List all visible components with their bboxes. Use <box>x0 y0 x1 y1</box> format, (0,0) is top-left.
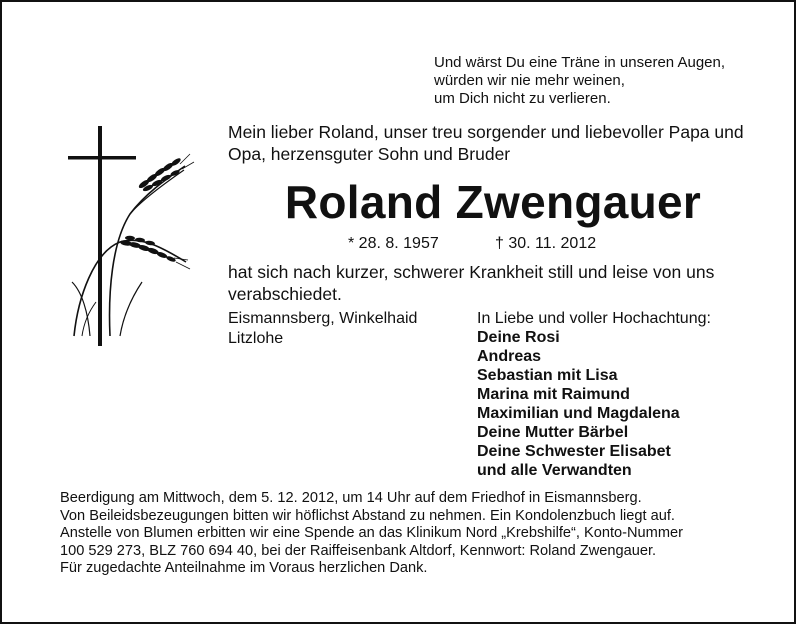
place-line: Litzlohe <box>228 329 284 347</box>
birth-date: * 28. 8. 1957 <box>348 235 439 252</box>
deceased-name: Roland Zwengauer <box>284 176 702 228</box>
motto-line: würden wir nie mehr weinen, <box>434 72 625 89</box>
mourner-name: Andreas <box>477 348 542 365</box>
mourner-name: Marina mit Raimund <box>477 386 630 403</box>
motto-line: um Dich nicht zu verlieren. <box>434 90 611 107</box>
mourner-name: Sebastian mit Lisa <box>477 367 618 384</box>
mourners-heading: In Liebe und voller Hochachtung: <box>477 310 711 327</box>
mourners-list <box>477 309 711 480</box>
mourner-name: Deine Rosi <box>477 329 560 346</box>
mourner-name: Deine Schwester Elisabet <box>477 443 671 460</box>
notice-line: 100 529 273, BLZ 760 694 40, bei der Raiffeisenbank Altdorf, Kennwort: Roland Zwengauer. <box>60 542 657 559</box>
motto-verse <box>434 54 725 108</box>
notice-line: Anstelle von Blumen erbitten wir eine Spende an das Klinikum Nord „Krebshilfe“, Konto-Nummer <box>60 525 683 541</box>
mourner-name: Deine Mutter Bärbel <box>477 424 629 441</box>
motto-line: Und wärst Du eine Träne in unseren Augen, <box>434 54 726 71</box>
passing-text: hat sich nach kurzer, schwerer Krankheit still und leise von uns verabschiedet. <box>228 262 715 304</box>
place-names <box>228 309 417 348</box>
intro-text: Mein lieber Roland, unser treu sorgender und liebevoller Papa und Opa, herzensguter Sohn und Bruder <box>228 122 744 164</box>
mourner-name: Maximilian und Magdalena <box>477 405 680 422</box>
mourner-name: und alle Verwandten <box>477 462 632 479</box>
notice-line: Für zugedachte Anteilnahme im Voraus herzlichen Dank. <box>60 560 428 576</box>
funeral-notice <box>60 490 683 578</box>
place-line: Eismannsberg, Winkelhaid <box>228 310 418 327</box>
death-date: † 30. 11. 2012 <box>495 235 597 252</box>
notice-line: Beerdigung am Mittwoch, dem 5. 12. 2012, um 14 Uhr auf dem Friedhof in Eismannsberg. <box>60 490 642 506</box>
notice-line: Von Beileidsbezeugungen bitten wir höflichst Abstand zu nehmen. Ein Kondolenzbuch liegt auf. <box>60 507 675 524</box>
cross-with-wheat-icon <box>60 122 195 347</box>
